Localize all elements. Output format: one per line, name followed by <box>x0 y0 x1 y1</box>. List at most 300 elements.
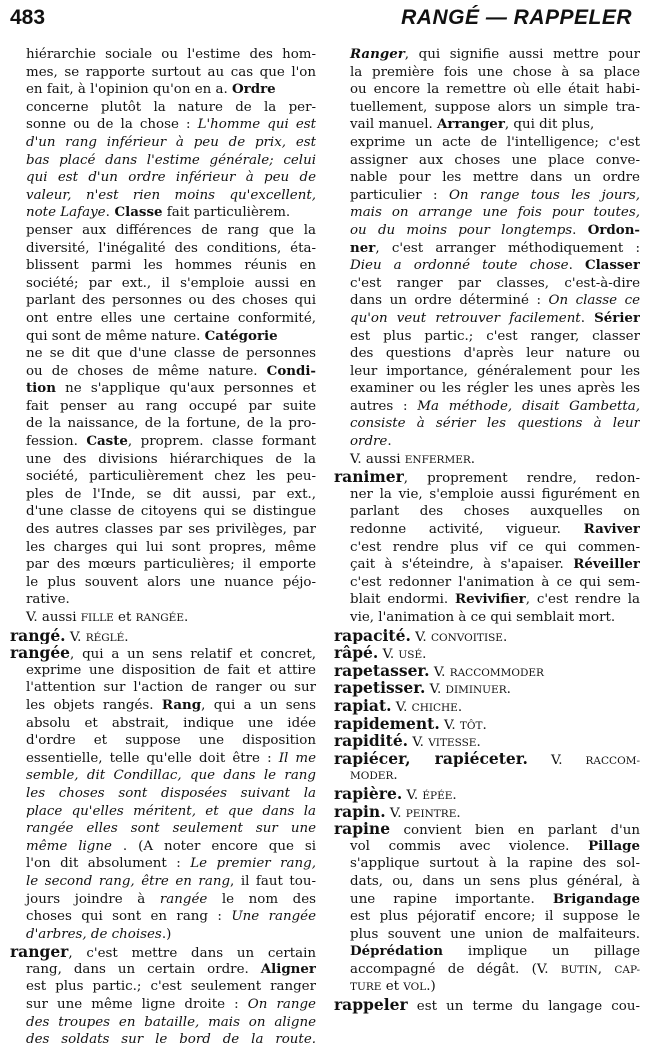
text-line <box>334 503 640 521</box>
text-line <box>10 820 316 838</box>
text-run: CHICHE <box>411 701 458 714</box>
text-run: ou du moins pour longtemps <box>350 222 573 238</box>
text-run: et <box>113 610 136 625</box>
text-line <box>10 468 316 486</box>
text-run: RÉGLÉ <box>85 631 125 644</box>
text-line <box>10 978 316 996</box>
text-run: TÔT <box>459 719 483 732</box>
text-run: Réveiller <box>573 556 640 573</box>
text-run: leur importance, généralement pour les <box>350 363 640 379</box>
text-line <box>10 257 316 275</box>
text-run: des troupes en bataille, mais on aligne <box>26 1014 316 1030</box>
text-run: sonne ou de la chose : <box>26 117 198 133</box>
text-line <box>334 134 640 152</box>
text-line <box>10 415 316 433</box>
text-run: est un terme du langage cou- <box>407 999 640 1014</box>
text-line <box>334 908 640 926</box>
text-line <box>334 556 640 574</box>
text-run: V. aussi <box>350 451 405 467</box>
text-run: , qui signifie aussi mettre pour <box>404 47 640 62</box>
text-line <box>10 152 316 170</box>
text-line <box>334 415 640 433</box>
text-line <box>334 662 640 680</box>
text-run: note Lafaye <box>26 205 106 221</box>
text-run: V. aussi <box>26 610 81 625</box>
text-line <box>10 310 316 328</box>
text-run: . <box>482 717 487 733</box>
text-line <box>10 81 316 99</box>
text-run: rangée <box>159 891 208 907</box>
text-run: hiérarchie sociale ou l'estime des hom- <box>26 47 316 62</box>
text-line <box>334 240 640 258</box>
text-run: fession. <box>26 434 87 450</box>
text-line <box>334 152 640 170</box>
text-run: Classer <box>584 257 640 274</box>
text-run: exprime un acte de l'intelligence; c'est <box>350 134 640 150</box>
text-line <box>10 662 316 680</box>
text-run: qui est d'un ordre inférieur à peu de <box>26 170 316 186</box>
text-run: mais on arrange une fois pour toutes, <box>350 205 640 221</box>
text-line <box>10 627 316 645</box>
text-run: V. <box>65 629 86 645</box>
text-run: assigner aux choses une place conve- <box>350 152 640 168</box>
text-run: place qu'elles méritent, et que dans la <box>26 803 316 819</box>
text-line <box>334 838 640 856</box>
text-line <box>10 187 316 205</box>
text-line <box>334 750 640 768</box>
text-run: On classe ce <box>548 293 640 309</box>
text-run: des autres classes par ses privilèges, par <box>26 522 316 538</box>
text-run: une des divisions hiérarchiques de la <box>26 451 316 467</box>
entry-headword: rapière. <box>334 784 403 803</box>
running-head: RANGÉ — RAPPELER <box>401 6 632 29</box>
text-run: concerne plutôt la nature de la per- <box>26 99 316 115</box>
text-run: tuellement, suppose alors un simple tra- <box>350 99 640 115</box>
text-line <box>10 996 316 1014</box>
text-run: ne se dit que d'une classe de personnes <box>26 346 316 362</box>
text-run: dats, ou, dans un sens plus général, à <box>350 873 640 889</box>
text-line <box>334 627 640 645</box>
text-line <box>10 240 316 258</box>
text-run: mes, se rapporte surtout au cas que l'on <box>26 64 316 80</box>
text-run: une rapine importante. <box>350 891 553 907</box>
text-line <box>10 433 316 451</box>
text-line <box>10 64 316 82</box>
text-run: . <box>572 222 588 238</box>
text-line <box>10 644 316 662</box>
text-run: jours joindre à <box>26 891 160 907</box>
text-line <box>10 116 316 134</box>
text-run: , proprement rendre, redon- <box>403 471 640 486</box>
text-run: en fait, à l'opinion qu'on en a. <box>26 82 233 98</box>
text-run: diversité, l'inégalité des conditions, éta- <box>26 240 316 256</box>
text-line <box>334 99 640 117</box>
text-line <box>334 855 640 873</box>
text-line <box>334 644 640 662</box>
text-line <box>10 767 316 785</box>
entry-headword: rapiécer, rapiéceter. <box>334 749 528 768</box>
text-line <box>10 1031 316 1049</box>
text-run: Ordon- <box>587 221 640 238</box>
text-run: qu'on veut retrouver facilement <box>350 310 581 326</box>
text-line <box>10 134 316 152</box>
text-run: V. <box>439 717 460 733</box>
text-line <box>334 521 640 539</box>
text-line <box>334 715 640 733</box>
text-run: Arranger <box>437 116 505 133</box>
text-run: c'est rendre plus vif ce qui commen- <box>350 539 640 555</box>
text-run: V. <box>429 664 450 680</box>
text-line <box>10 750 316 768</box>
text-run: les charges qui lui sont propres, même <box>26 539 316 555</box>
text-run: Raviver <box>583 521 640 538</box>
text-line <box>334 345 640 363</box>
text-line <box>334 732 640 750</box>
text-run: penser aux différences de rang que la <box>26 222 316 238</box>
text-line <box>10 363 316 381</box>
text-run: implique un pillage <box>443 944 640 960</box>
text-line <box>334 803 640 821</box>
text-line <box>334 767 640 785</box>
text-run: d'un rang inférieur à peu de prix, est <box>26 134 316 150</box>
text-run: fait penser au rang occupé par suite <box>26 398 316 414</box>
text-line <box>334 310 640 328</box>
text-run: Brigandage <box>552 890 640 907</box>
text-run: Caste <box>86 433 128 450</box>
text-line <box>334 591 640 609</box>
entry-headword: rangée <box>10 644 71 662</box>
text-line <box>334 574 640 592</box>
text-run: .) <box>426 979 436 995</box>
text-run: tion <box>26 380 56 397</box>
text-run: le nom des <box>207 891 316 907</box>
text-run: blissent parmi les hommes réunis en <box>26 258 316 274</box>
text-line <box>10 486 316 504</box>
text-line <box>334 486 640 504</box>
text-run: Catégorie <box>204 327 278 344</box>
text-run: les choses sont disposées suivant la <box>26 785 316 801</box>
text-run: des questions d'après leur nature ou <box>350 346 640 362</box>
text-run: Revivifier <box>455 591 526 608</box>
text-run: MODER <box>350 770 394 783</box>
text-run: V. <box>425 682 446 697</box>
text-run: . <box>568 258 585 274</box>
entry-headword: rapiat. <box>334 696 392 715</box>
text-run: ordre <box>350 434 388 450</box>
text-run: parlant des personnes ou des choses qui <box>26 293 316 309</box>
text-run: TURE <box>350 981 382 994</box>
text-run: ou encore la remettre où elle était habi- <box>350 82 640 98</box>
text-line <box>10 908 316 926</box>
text-run: société; par ext., il s'emploie aussi en <box>26 275 316 291</box>
text-run: Dieu a ordonné toute chose <box>350 258 569 274</box>
text-line <box>334 820 640 838</box>
text-run: absolu et abstrait, indique une idée <box>26 715 316 731</box>
text-line <box>10 785 316 803</box>
text-run: . <box>580 310 595 326</box>
text-run: s'applique surtout à la rapine des sol- <box>350 856 640 872</box>
text-line <box>10 838 316 856</box>
text-run: de la naissance, de la fortune, de la pro- <box>26 416 316 432</box>
text-line <box>10 328 316 346</box>
text-run: par des mœurs particulières; il emporte <box>26 557 316 573</box>
text-line <box>10 855 316 873</box>
entry-headword: rangé. <box>10 626 66 645</box>
text-run: Condi- <box>266 362 316 379</box>
text-run: la première fois une chose à sa place <box>350 64 640 80</box>
text-run: redonne activité, vigueur. <box>350 522 584 538</box>
text-run: VOL <box>403 981 427 994</box>
text-run: ont entre elles une certaine conformité, <box>26 310 316 326</box>
text-line <box>334 46 640 64</box>
text-run: nable pour les mettre dans un ordre <box>350 170 640 186</box>
text-run: , c'est arranger méthodiquement : <box>375 240 640 256</box>
text-run: Rang <box>161 696 202 713</box>
text-run: l'attention sur l'action de ranger ou sur <box>26 680 316 696</box>
text-line <box>10 943 316 961</box>
text-run: sur une même ligne droite : <box>26 997 248 1013</box>
text-run: FILLE <box>80 612 114 624</box>
text-run: et <box>381 979 404 995</box>
text-run: dans un ordre déterminé : <box>350 293 549 309</box>
text-run: vail manuel. <box>350 117 438 133</box>
right-column <box>334 46 640 1014</box>
text-run: Ranger <box>350 46 405 62</box>
text-run: On range tous les jours, <box>448 187 640 203</box>
text-line <box>10 732 316 750</box>
text-run: V. <box>527 752 586 768</box>
text-run: convient bien en parlant d'un <box>390 823 640 838</box>
text-line <box>10 873 316 891</box>
text-line <box>334 257 640 275</box>
text-line <box>10 891 316 909</box>
text-run: DIMINUER <box>445 684 507 697</box>
text-run: . <box>184 610 189 625</box>
text-line <box>10 345 316 363</box>
entry-headword: rapetasser. <box>334 661 430 680</box>
text-run: ENFERMER <box>404 453 471 466</box>
entry-headword: râpé. <box>334 644 379 662</box>
text-line <box>334 116 640 134</box>
text-line <box>334 996 640 1014</box>
text-line <box>10 574 316 592</box>
text-run: V. <box>408 735 429 750</box>
text-run: parlant des choses auxquelles on <box>350 504 640 520</box>
text-run: accompagné de dégât. (V. <box>350 961 561 977</box>
text-run: bas placé dans l'estime générale; celui <box>26 152 316 168</box>
text-run: essentielle, telle qu'elle doit être : <box>26 750 279 766</box>
text-line <box>10 451 316 469</box>
text-run: Classe <box>109 204 163 221</box>
text-run: même ligne <box>26 838 112 854</box>
text-line <box>334 468 640 486</box>
text-run: semble, dit Condillac, que dans le rang <box>26 768 316 784</box>
page-number: 483 <box>10 6 46 29</box>
text-run: plus souvent une union de malfaiteurs. <box>350 926 640 942</box>
text-line <box>334 380 640 398</box>
text-run: est plus péjoratif encore; il suppose le <box>350 909 640 925</box>
text-run: , c'est mettre dans un certain <box>68 946 316 961</box>
text-run: Pillage <box>588 837 640 854</box>
text-line <box>10 521 316 539</box>
text-run: rative. <box>26 592 70 608</box>
text-run: rangée elles sont seulement sur une <box>26 821 316 837</box>
text-run: rang, dans un certain ordre. <box>26 961 261 977</box>
text-line <box>10 380 316 398</box>
text-run: ne s'applique qu'aux personnes et <box>55 381 316 397</box>
text-line <box>334 433 640 451</box>
text-run: valeur, n'est rien moins qu'excellent, <box>26 187 316 203</box>
text-run: Une rangée <box>231 909 316 925</box>
text-run: ples de l'Inde, se dit aussi, par ext., <box>26 486 316 502</box>
text-line <box>10 679 316 697</box>
entry-headword: rapine <box>334 820 391 838</box>
text-run: les objets rangés. <box>26 697 162 713</box>
text-run: , proprem. classe formant <box>127 434 316 450</box>
text-line <box>10 46 316 64</box>
text-run: . (A noter encore que si <box>111 838 316 854</box>
text-run: . <box>456 805 461 821</box>
text-run: PEINTRE <box>405 807 457 820</box>
page-header <box>8 6 640 34</box>
entry-headword: ranimer <box>334 468 404 486</box>
text-line <box>10 697 316 715</box>
text-line <box>334 398 640 416</box>
text-run: ou de choses de même nature. <box>26 363 267 379</box>
text-line <box>10 609 316 627</box>
text-line <box>10 715 316 733</box>
text-run: USÉ <box>398 649 423 662</box>
text-run: . <box>452 787 457 803</box>
text-run: CONVOITISE <box>430 631 503 644</box>
text-line <box>10 556 316 574</box>
text-line <box>334 275 640 293</box>
text-line <box>334 204 640 222</box>
text-run: . <box>393 768 398 784</box>
text-run: V. <box>410 629 431 645</box>
text-run: . <box>387 434 392 450</box>
text-run: , qui dit plus, <box>504 117 595 133</box>
text-run: Ma méthode, disait Gambetta, <box>417 398 640 414</box>
text-line <box>334 697 640 715</box>
text-run: V. <box>391 699 412 715</box>
entry-headword: rapetisser. <box>334 679 426 697</box>
text-line <box>334 187 640 205</box>
text-line <box>10 1014 316 1032</box>
text-run: , il faut tou- <box>230 873 316 889</box>
text-line <box>334 943 640 961</box>
text-run: est plus partic.; c'est seulement ranger <box>26 979 316 995</box>
text-run: exprime une disposition de fait et attire <box>26 662 316 678</box>
text-run: vie, l'animation à ce qui semblait mort. <box>350 610 616 625</box>
entry-headword: rapacité. <box>334 626 411 645</box>
text-run: , <box>597 961 615 977</box>
text-line <box>334 222 640 240</box>
text-line <box>10 503 316 521</box>
text-run: . <box>502 629 508 645</box>
text-run: examiner ou les régler les unes après les <box>350 381 640 397</box>
text-run: .) <box>161 926 172 942</box>
text-run: RACCOM- <box>585 754 640 767</box>
text-run: d'ordre et suppose une disposition <box>26 733 316 749</box>
entry-headword: rappeler <box>334 996 408 1014</box>
text-line <box>10 398 316 416</box>
text-line <box>334 961 640 979</box>
text-run: particulier : <box>350 187 449 203</box>
text-run: CAP- <box>614 963 640 976</box>
text-run: des soldats sur le bord de la route. <box>26 1032 316 1048</box>
text-run: Sérier <box>594 309 640 326</box>
text-run: est plus partic.; c'est ranger, classer <box>350 328 640 344</box>
left-column <box>10 46 316 1049</box>
text-line <box>334 451 640 469</box>
text-run: . <box>506 682 511 697</box>
text-run: fait particulièrem. <box>162 205 291 221</box>
text-line <box>334 539 640 557</box>
text-line <box>334 609 640 627</box>
text-line <box>334 978 640 996</box>
text-line <box>334 64 640 82</box>
text-run: . <box>422 647 427 662</box>
text-line <box>10 961 316 979</box>
text-run: , qui a un sens relatif et concret, <box>70 647 316 662</box>
text-run: le second rang, être en rang <box>26 873 231 889</box>
text-run: d'une classe de citoyens qui se distingue <box>26 504 316 520</box>
text-line <box>10 591 316 609</box>
text-run: , qui a un sens <box>201 697 316 713</box>
text-run: d'arbres, de choises <box>26 926 162 942</box>
text-run: Aligner <box>260 960 316 977</box>
text-run: consiste à sérier les questions à leur <box>350 416 640 432</box>
text-run: . <box>105 205 110 221</box>
text-run: Ordre <box>232 81 276 98</box>
entry-headword: ranger <box>10 943 69 961</box>
text-run: le plus souvent alors une nuance péjo- <box>26 574 316 590</box>
text-run: blait endormi. <box>350 592 456 608</box>
text-run: , c'est rendre la <box>525 592 640 608</box>
text-run: ner la vie, s'emploie aussi figurément en <box>350 486 640 502</box>
text-line <box>334 926 640 944</box>
text-run: qui sont de même nature. <box>26 328 205 344</box>
text-run: ÉPÉE <box>422 789 453 802</box>
text-line <box>334 292 640 310</box>
text-line <box>334 169 640 187</box>
text-line <box>334 363 640 381</box>
text-run: ner <box>350 239 376 256</box>
entry-headword: rapidité. <box>334 732 409 750</box>
text-run: On range <box>247 997 316 1013</box>
text-run: V. <box>402 787 423 803</box>
text-run: c'est redonner l'animation à ce qui sem- <box>350 574 640 590</box>
text-line <box>10 222 316 240</box>
text-line <box>334 328 640 346</box>
text-run: Déprédation <box>350 943 444 960</box>
text-run: çait à s'éteindre, à s'apaiser. <box>350 557 574 573</box>
text-run: . <box>470 451 476 467</box>
text-run: société, particulièrement chez les peu- <box>26 469 316 485</box>
text-run: c'est ranger par classes, c'est-à-dire <box>350 275 640 291</box>
text-line <box>334 873 640 891</box>
text-run: vol commis avec violence. <box>350 838 589 854</box>
text-line <box>10 539 316 557</box>
text-run: L'homme qui est <box>197 117 316 133</box>
text-run: autres : <box>350 398 418 414</box>
text-line <box>10 204 316 222</box>
text-run: RACCOMMODER <box>449 666 544 679</box>
text-line <box>334 679 640 697</box>
text-line <box>334 891 640 909</box>
text-run: l'on dit absolument : <box>26 856 191 872</box>
